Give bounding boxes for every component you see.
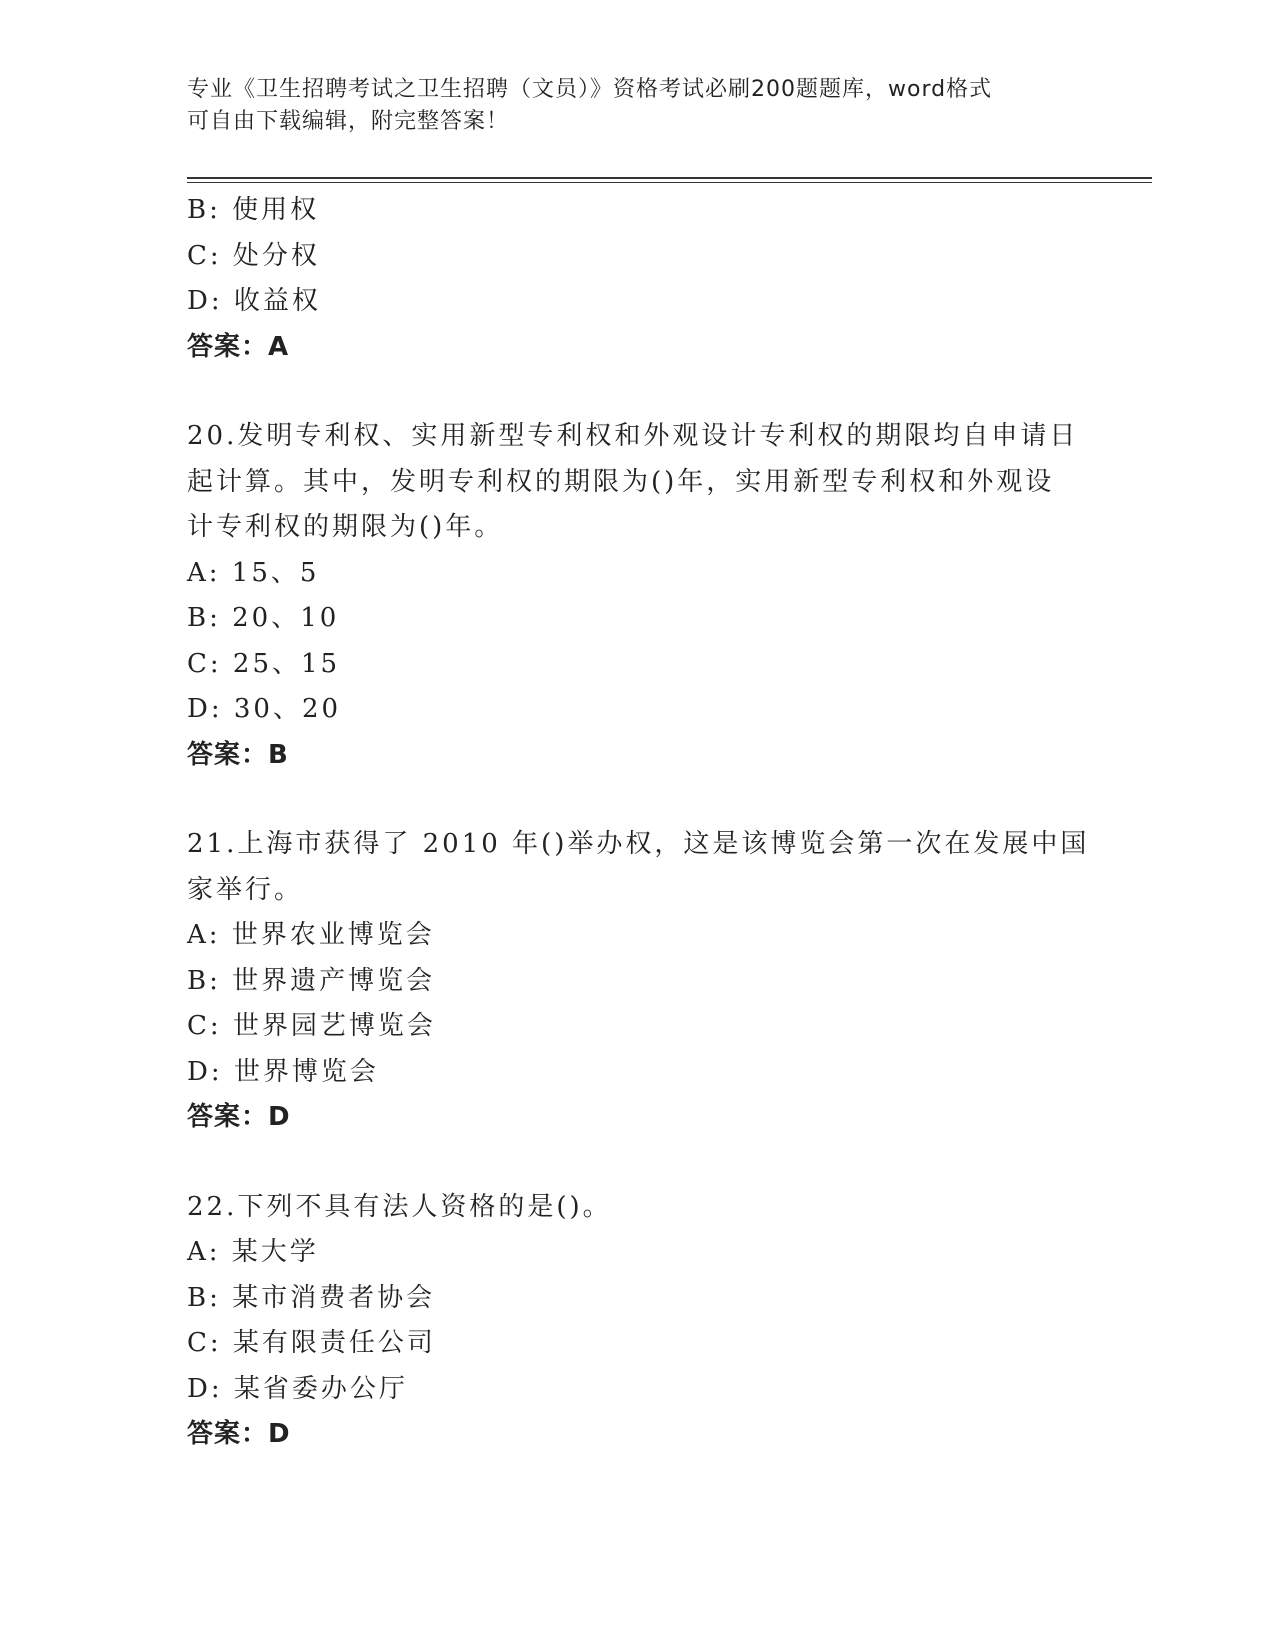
question-block-prev (187, 188, 1087, 370)
header-line-1: 专业《卫生招聘考试之卫生招聘（文员）》资格考试必刷200题题库，word格式 (187, 77, 993, 102)
option-c: C: 处分权 (187, 240, 320, 271)
question-21 (187, 822, 1090, 1141)
question-22 (187, 1185, 1087, 1458)
question-content (187, 188, 1090, 1458)
spacer (187, 778, 1087, 822)
question-stem-line: 22.下列不具有法人资格的是()。 (187, 1191, 612, 1222)
spacer (187, 370, 1087, 414)
option-a: A: 15、5 (187, 557, 320, 588)
option-b: B: 某市消费者协会 (187, 1282, 436, 1313)
answer-label: 答案：B (187, 739, 289, 770)
option-b: B: 使用权 (187, 195, 320, 225)
header-divider-thick (187, 177, 1152, 179)
spacer (187, 1141, 1087, 1185)
question-stem-line: 计专利权的期限为()年。 (187, 512, 504, 542)
answer-label: 答案：D (187, 1419, 291, 1449)
answer-label: 答案：A (187, 331, 290, 362)
option-a: A: 世界农业博览会 (187, 920, 435, 950)
question-20 (187, 414, 1087, 778)
option-d: D: 30、20 (187, 694, 342, 724)
option-b: B: 20、10 (187, 603, 340, 633)
option-d: D: 收益权 (187, 286, 321, 316)
option-a: A: 某大学 (187, 1237, 319, 1267)
question-stem-line: 家举行。 (187, 874, 304, 905)
header-divider-thin (187, 182, 1152, 183)
option-b: B: 世界遗产博览会 (187, 965, 436, 996)
header-line-2: 可自由下载编辑，附完整答案！ (187, 109, 510, 134)
option-c: C: 25、15 (187, 648, 341, 679)
option-c: C: 某有限责任公司 (187, 1328, 436, 1358)
document-header (187, 74, 1067, 138)
question-stem-line: 起计算。其中，发明专利权的期限为()年，实用新型专利权和外观设 (187, 466, 1055, 497)
question-stem-line: 20.发明专利权、实用新型专利权和外观设计专利权的期限均自申请日 (187, 421, 1079, 451)
option-d: D: 世界博览会 (187, 1056, 379, 1087)
question-stem-line: 21.上海市获得了 2010 年()举办权，这是该博览会第一次在发展中国 (187, 829, 1090, 859)
answer-label: 答案：D (187, 1102, 291, 1132)
option-c: C: 世界园艺博览会 (187, 1011, 436, 1041)
option-d: D: 某省委办公厅 (187, 1373, 408, 1404)
